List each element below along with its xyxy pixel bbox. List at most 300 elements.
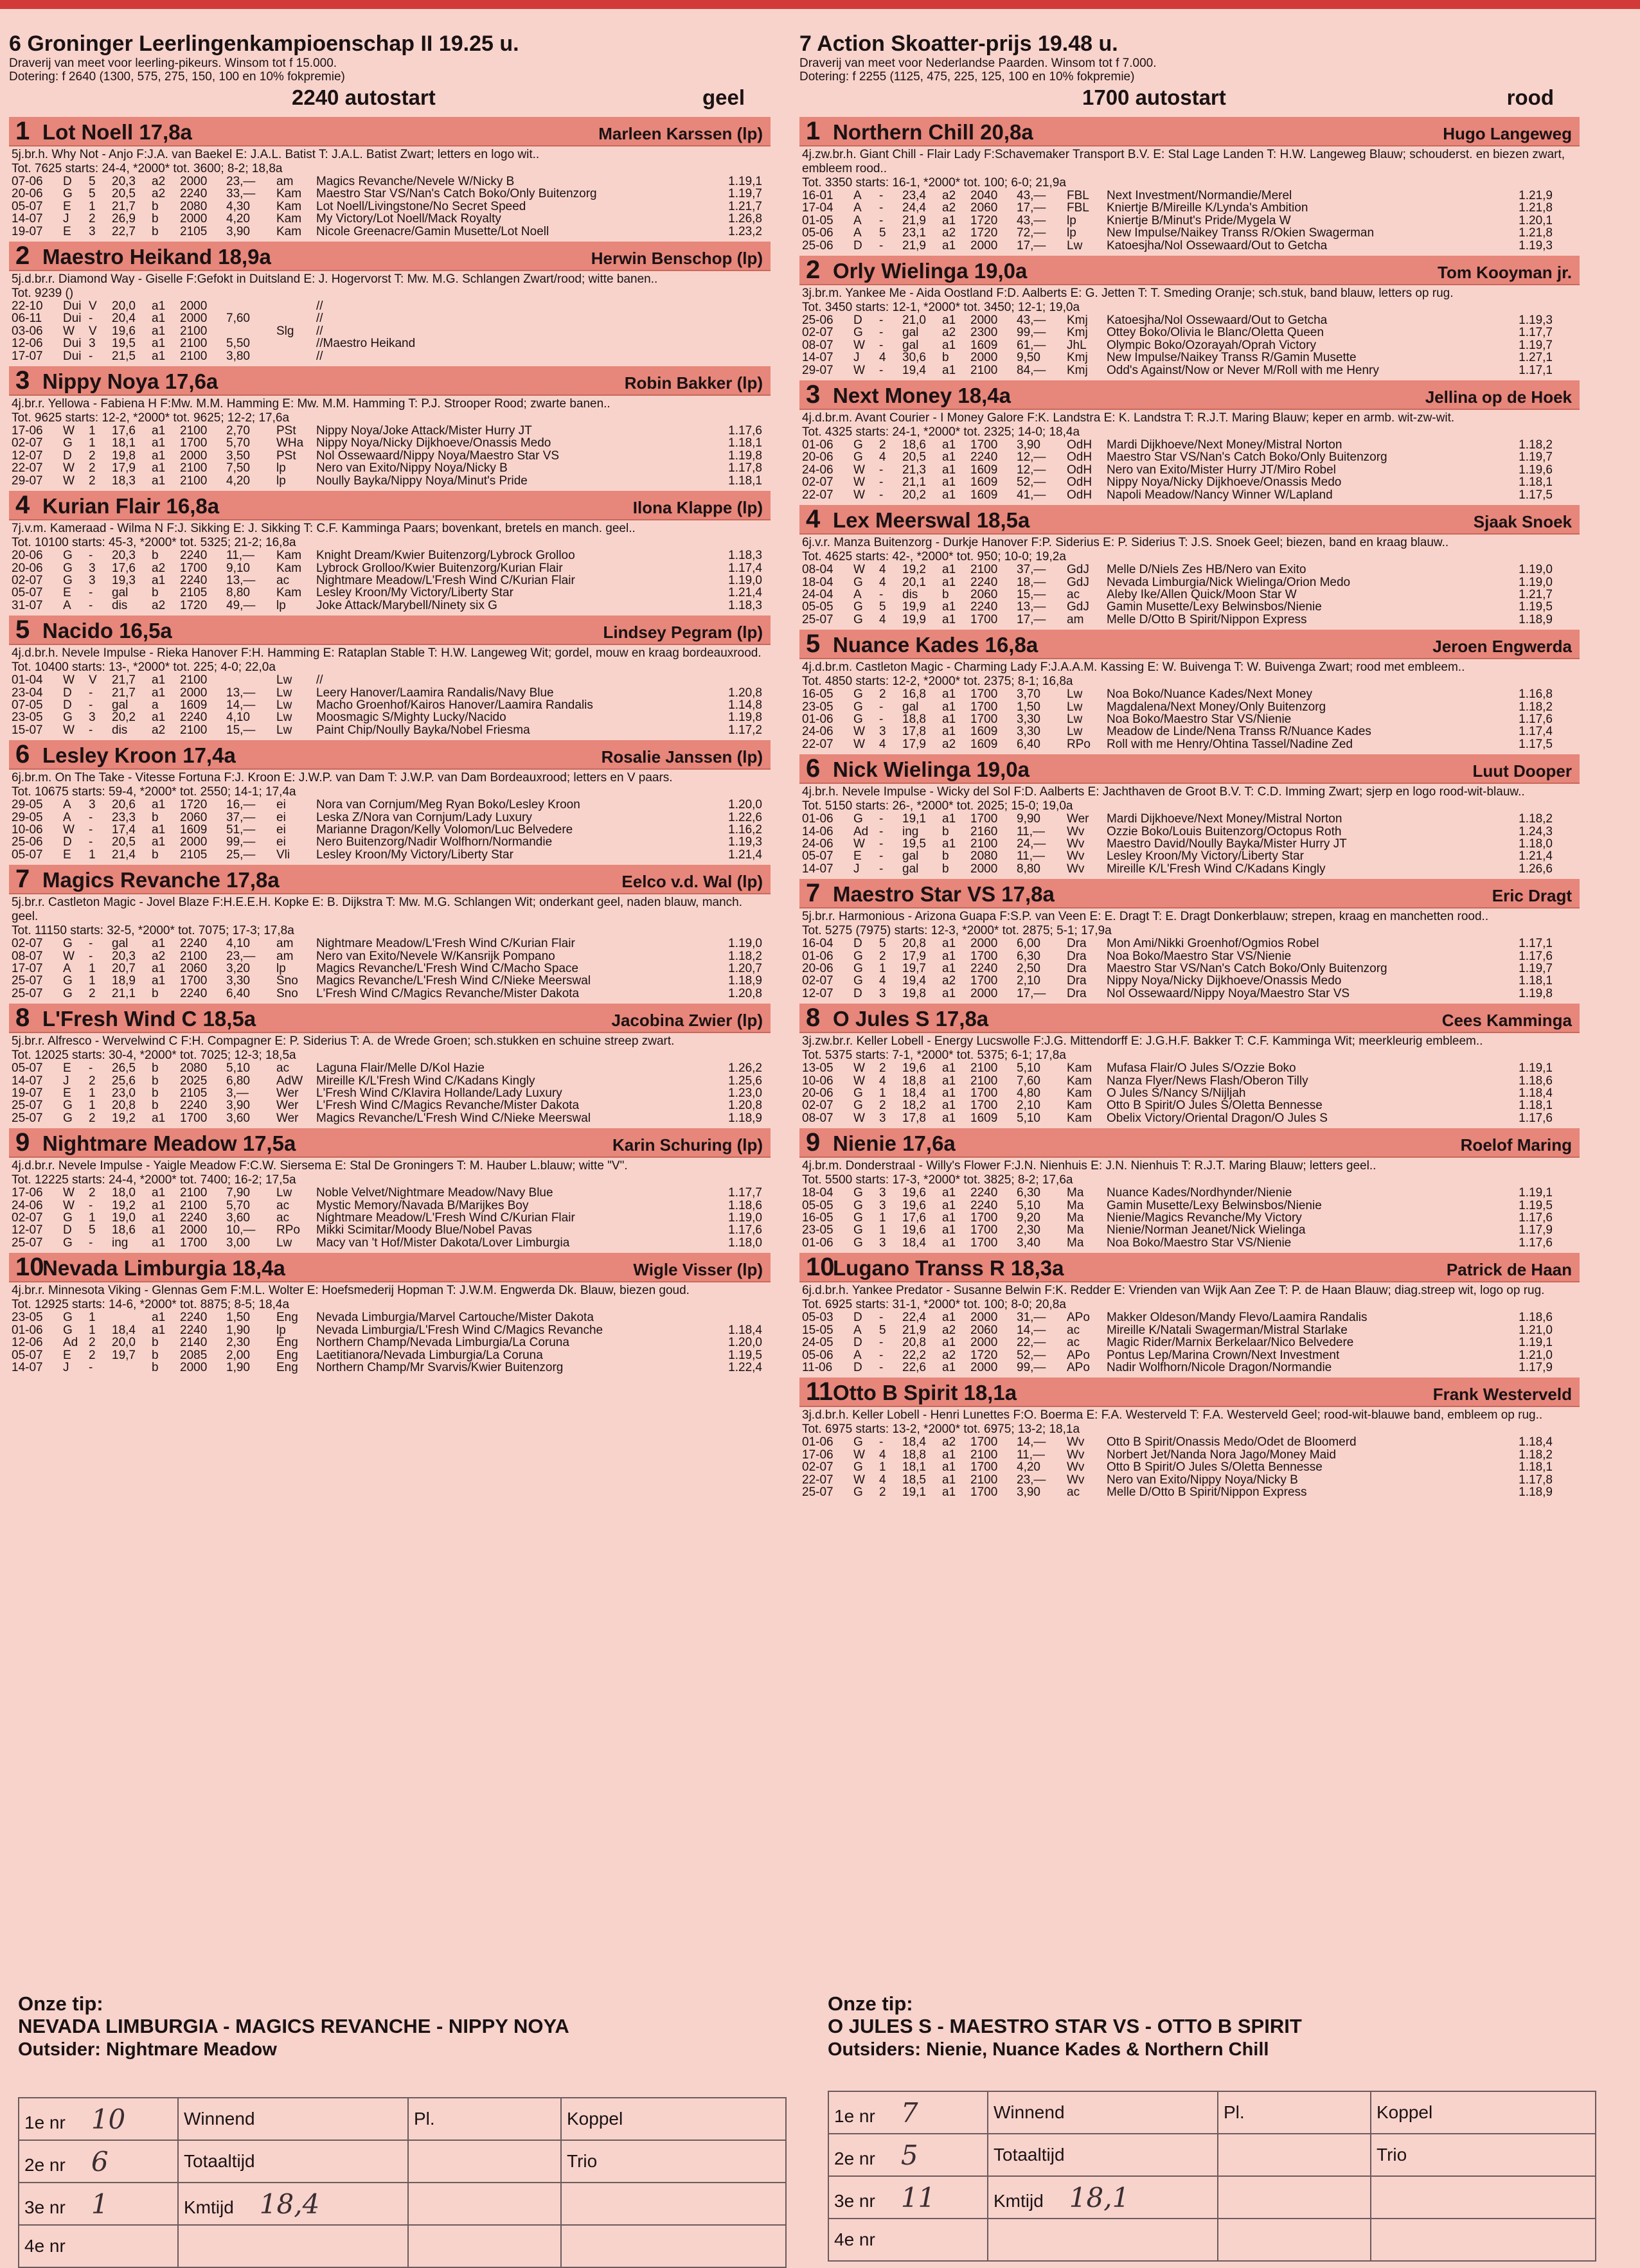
- result-cell: 14,—: [1017, 1323, 1046, 1337]
- result-cell: 1.17,6: [728, 1223, 762, 1237]
- result-cell: 1720: [970, 1348, 998, 1362]
- horse-driver: Sjaak Snoek: [1473, 512, 1572, 532]
- result-cell: G: [853, 949, 863, 963]
- result-cell: Slg: [276, 324, 294, 338]
- race-6-column: [9, 31, 771, 1378]
- result-cell: 29-07: [12, 474, 43, 488]
- horse-name: Otto B Spirit 18,1a: [833, 1381, 1017, 1405]
- horse-driver: Eelco v.d. Wal (lp): [621, 872, 763, 892]
- result-row: [12, 687, 765, 699]
- result-cell: L'Fresh Wind C/Klavira Hollande/Lady Luxury: [316, 1087, 562, 1100]
- result-cell: 2: [879, 438, 886, 452]
- result-cell: b: [152, 847, 159, 862]
- result-cell: 22,6: [902, 1360, 926, 1374]
- result-cell: a1: [152, 1236, 166, 1250]
- result-cell: 08-07: [802, 338, 833, 352]
- result-cell: 1700: [180, 1236, 208, 1250]
- horse-pedigree: 4j.d.br.h. Nevele Impulse - Rieka Hanover F:H. Hamming E: Rataplan Stable T: H.W. Langeweg Wit; gordel, mouw en kraag bordeauxrood.: [12, 646, 762, 660]
- result-cell: 84,—: [1017, 363, 1046, 377]
- results-table: [12, 300, 765, 362]
- result-cell: 1609: [180, 698, 208, 712]
- handwritten-number: 1: [91, 2188, 109, 2220]
- result-cell: //Maestro Heikand: [316, 337, 416, 350]
- result-row: [12, 213, 765, 225]
- result-cell: 1.19,3: [1519, 314, 1553, 328]
- horse-pedigree: 4j.br.m. Donderstraal - Willy's Flower F:J.N. Nienhuis E: J.N. Nienhuis T: R.J.T. Maring Blauw; letters geel..: [802, 1159, 1377, 1173]
- bet-field-2e-nr[interactable]: 2e nr 6: [19, 2140, 178, 2183]
- result-cell: a2: [942, 1435, 956, 1449]
- result-cell: 15,—: [226, 723, 256, 737]
- result-cell: 03-06: [12, 324, 43, 338]
- result-cell: Kniertje B/Minut's Pride/Mygela W: [1107, 214, 1291, 227]
- horse-name: Maestro Star VS 17,8a: [833, 882, 1055, 907]
- result-cell: 19,9: [902, 612, 926, 626]
- result-cell: 2080: [180, 1061, 208, 1076]
- result-cell: 12,—: [1017, 463, 1046, 477]
- result-cell: 4: [879, 1074, 886, 1088]
- result-cell: a1: [152, 1111, 166, 1125]
- result-cell: 3,30: [226, 974, 250, 988]
- result-cell: G: [63, 549, 73, 563]
- result-cell: -: [879, 488, 884, 502]
- result-cell: gal: [112, 937, 129, 951]
- bet-field-pl[interactable]: Pl.: [1218, 2091, 1371, 2134]
- bet-field-4e-nr[interactable]: 4e nr: [19, 2225, 178, 2267]
- result-cell: 2100: [180, 337, 208, 351]
- result-cell: 99,—: [1017, 326, 1046, 340]
- result-cell: 1.19,0: [728, 573, 762, 587]
- result-cell: 12,—: [1017, 450, 1046, 465]
- result-cell: -: [879, 1311, 884, 1325]
- result-cell: Melle D/Otto B Spirit/Nippon Express: [1107, 613, 1307, 626]
- result-cell: [226, 300, 276, 312]
- result-cell: a1: [152, 436, 166, 450]
- result-row: [802, 601, 1555, 613]
- result-cell: 1: [879, 1223, 886, 1237]
- result-cell: [704, 312, 765, 324]
- result-cell: 2100: [970, 837, 998, 851]
- result-cell: 1: [879, 1460, 886, 1475]
- race-conditions: Draverij van meet voor leerling-pikeurs. Winsom tot f 15.000.: [9, 57, 337, 70]
- horse-header: [799, 879, 1580, 908]
- bet-field-4e-nr[interactable]: 4e nr: [828, 2219, 988, 2261]
- result-row: [12, 437, 765, 449]
- result-cell: 25-07: [12, 986, 43, 1000]
- result-cell: D: [853, 937, 862, 951]
- bet-field-3e-nr[interactable]: 3e nr 11: [828, 2176, 988, 2219]
- horse-driver: Rosalie Janssen (lp): [601, 747, 763, 767]
- result-cell: 05-06: [802, 226, 833, 240]
- result-cell: 01-06: [802, 1435, 833, 1449]
- result-cell: a2: [942, 201, 956, 215]
- result-cell: Ottey Boko/Olivia le Blanc/Oletta Queen: [1107, 326, 1324, 339]
- result-cell: 18,1: [902, 1460, 926, 1475]
- result-cell: [704, 674, 765, 686]
- bet-field-empty[interactable]: [1371, 2219, 1596, 2261]
- result-cell: Dui: [63, 312, 82, 326]
- result-cell: a1: [152, 686, 166, 700]
- result-cell: Mon Ami/Nikki Groenhof/Ogmios Robel: [1107, 937, 1319, 950]
- bet-field-koppel[interactable]: Koppel: [1371, 2091, 1596, 2134]
- result-row: [12, 312, 765, 324]
- result-cell: 4,10: [226, 937, 250, 951]
- result-cell: a1: [942, 612, 956, 626]
- bet-field-kmtijd[interactable]: Kmtijd 18,4: [178, 2183, 408, 2225]
- horse-name: Kurian Flair 16,8a: [42, 494, 220, 518]
- result-cell: D: [853, 1336, 862, 1350]
- result-cell: 5: [879, 226, 886, 240]
- result-cell: 20,2: [902, 488, 926, 502]
- result-cell: 2060: [970, 587, 998, 601]
- result-cell: 24-06: [12, 1198, 43, 1212]
- result-cell: 7,90: [226, 1186, 250, 1200]
- tip-horses: NEVADA LIMBURGIA - MAGICS REVANCHE - NIPPY NOYA: [18, 2015, 569, 2037]
- horse-driver: Herwin Benschop (lp): [591, 249, 763, 269]
- result-cell: 18,1: [112, 436, 136, 450]
- result-cell: Nanza Flyer/News Flash/Oberon Tilly: [1107, 1074, 1308, 1088]
- result-cell: 17,—: [1017, 612, 1046, 626]
- result-cell: a1: [942, 962, 956, 975]
- horse-total: Tot. 5150 starts: 26-, *2000* tot. 2025; 15-0; 19,0a: [802, 799, 1073, 813]
- result-cell: L'Fresh Wind C/Magics Revanche/Mister Dakota: [316, 987, 580, 1000]
- result-cell: a1: [152, 474, 166, 488]
- result-cell: Lw: [1067, 700, 1083, 714]
- result-cell: 5: [879, 600, 886, 614]
- result-cell: 12-07: [12, 448, 43, 463]
- result-cell: 3: [89, 561, 96, 575]
- race-6-bet-form: [18, 2097, 787, 2268]
- horse-entry: [9, 616, 771, 736]
- result-cell: 2,30: [1017, 1223, 1040, 1237]
- result-cell: a1: [152, 461, 166, 475]
- result-cell: -: [879, 463, 884, 477]
- result-cell: 1.21,7: [1519, 587, 1553, 601]
- bet-field-empty[interactable]: [1371, 2176, 1596, 2219]
- bet-field-trio[interactable]: Trio: [561, 2140, 786, 2183]
- result-cell: 05-07: [12, 199, 43, 213]
- result-cell: 1.21,4: [1519, 849, 1553, 864]
- result-row: [12, 724, 765, 736]
- result-cell: 2240: [180, 549, 208, 563]
- result-cell: 18,6: [112, 1223, 136, 1237]
- result-cell: 5,10: [1017, 1111, 1040, 1125]
- bet-field-empty[interactable]: [1218, 2176, 1371, 2219]
- bet-field-2e-nr[interactable]: 2e nr 5: [828, 2134, 988, 2176]
- bet-field-empty[interactable]: [1218, 2219, 1371, 2261]
- result-row: [12, 462, 765, 474]
- result-row: [802, 962, 1555, 975]
- result-cell: 19,6: [112, 324, 136, 338]
- result-cell: lp: [276, 598, 286, 612]
- result-cell: 5: [89, 175, 96, 188]
- result-cell: 25-07: [12, 1111, 43, 1125]
- result-cell: 2100: [180, 324, 208, 338]
- result-cell: E: [63, 199, 71, 213]
- horse-header: [799, 1253, 1580, 1282]
- result-cell: 13,—: [1017, 600, 1046, 614]
- result-cell: 23,0: [112, 1086, 136, 1101]
- result-cell: 5: [89, 1223, 96, 1237]
- bet-field-winnend[interactable]: Winnend: [988, 2091, 1218, 2134]
- result-cell: 13,—: [226, 686, 256, 700]
- result-cell: -: [879, 213, 884, 227]
- bet-field-totaaltijd[interactable]: Totaaltijd: [988, 2134, 1218, 2176]
- result-cell: 02-07: [802, 974, 833, 988]
- result-cell: Dui: [63, 349, 82, 363]
- result-cell: G: [853, 1211, 863, 1225]
- bet-field-empty[interactable]: [408, 2183, 561, 2225]
- result-cell: 4,20: [226, 474, 250, 488]
- result-cell: a1: [942, 712, 956, 726]
- result-cell: 17,4: [112, 822, 136, 837]
- result-cell: D: [853, 238, 862, 252]
- result-cell: APo: [1067, 1311, 1090, 1325]
- result-row: [12, 350, 765, 362]
- horse-driver: Jacobina Zwier (lp): [611, 1011, 763, 1031]
- result-cell: lp: [276, 962, 286, 975]
- bet-field-empty[interactable]: [561, 2183, 786, 2225]
- result-cell: -: [89, 1061, 93, 1076]
- result-cell: W: [853, 338, 865, 352]
- result-cell: 2240: [180, 937, 208, 951]
- result-cell: 22-10: [12, 299, 43, 314]
- result-cell: 1: [89, 424, 96, 438]
- result-cell: 10,—: [226, 1223, 256, 1237]
- result-cell: 25-07: [12, 1236, 43, 1250]
- horse-name: Magics Revanche 17,8a: [42, 868, 280, 892]
- result-cell: 2000: [180, 1223, 208, 1237]
- horse-entry: [9, 117, 771, 238]
- horse-total: Tot. 10100 starts: 45-3, *2000* tot. 5325; 21-2; 16,8a: [12, 536, 296, 550]
- result-cell: 4,30: [226, 199, 250, 213]
- result-cell: 16-05: [802, 1211, 833, 1225]
- result-cell: Wer: [1067, 812, 1089, 826]
- bet-field-empty[interactable]: [178, 2225, 408, 2267]
- result-cell: 1.18,1: [1519, 475, 1553, 490]
- result-cell: 21,7: [112, 673, 136, 687]
- result-cell: 1.20,1: [1519, 213, 1553, 227]
- result-cell: 2: [879, 1485, 886, 1499]
- result-cell: 1.19,1: [1519, 1336, 1553, 1350]
- result-cell: a1: [152, 1198, 166, 1212]
- bet-field-trio[interactable]: Trio: [1371, 2134, 1596, 2176]
- result-cell: 2000: [180, 835, 208, 849]
- result-row: [802, 863, 1555, 875]
- bet-field-kmtijd[interactable]: Kmtijd 18,1: [988, 2176, 1218, 2219]
- result-cell: 2000: [180, 212, 208, 226]
- result-cell: Maestro Star VS/Nan's Catch Boko/Only Buitenzorg: [316, 188, 597, 200]
- result-row: [802, 326, 1555, 339]
- tip-label: Onze tip:: [828, 1992, 913, 2015]
- result-cell: 1.19,8: [728, 448, 762, 463]
- result-cell: 19,4: [902, 363, 926, 377]
- result-cell: Wer: [276, 1086, 299, 1101]
- result-cell: 4,80: [1017, 1086, 1040, 1101]
- result-cell: 43,—: [1017, 314, 1046, 328]
- result-cell: 2000: [970, 238, 998, 252]
- handwritten-kmtijd: 18,1: [1069, 2181, 1130, 2213]
- result-cell: D: [853, 314, 862, 328]
- result-cell: Nevada Limburgia/Nick Wielinga/Orion Medo: [1107, 576, 1351, 589]
- result-cell: -: [879, 812, 884, 826]
- horse-entry: [9, 366, 771, 487]
- result-cell: 18,8: [902, 712, 926, 726]
- result-cell: b: [942, 351, 949, 365]
- result-cell: a2: [942, 1348, 956, 1362]
- result-cell: 1700: [970, 1086, 998, 1101]
- horse-total: Tot. 9625 starts: 12-2, *2000* tot. 9625; 12-2; 17,6a: [12, 411, 290, 425]
- horse-entry: [799, 1378, 1580, 1498]
- result-cell: 1.19,1: [1519, 1186, 1553, 1200]
- results-table: [802, 314, 1555, 377]
- result-cell: 2140: [180, 1336, 208, 1350]
- result-cell: a2: [152, 561, 166, 575]
- horse-header: [799, 380, 1580, 410]
- result-row: [12, 1112, 765, 1124]
- result-cell: 25-07: [802, 612, 833, 626]
- horse-total: Tot. 4625 starts: 42-, *2000* tot. 950; 10-0; 19,2a: [802, 550, 1066, 564]
- result-cell: 20,5: [112, 835, 136, 849]
- horse-driver: Lindsey Pegram (lp): [603, 623, 763, 642]
- result-cell: Nippy Noya/Nicky Dijkhoeve/Onassis Medo: [1107, 975, 1342, 988]
- bet-field-winnend[interactable]: Winnend: [178, 2098, 408, 2140]
- result-cell: W: [853, 1061, 865, 1076]
- result-cell: a2: [152, 598, 166, 612]
- result-cell: -: [879, 238, 884, 252]
- result-cell: Katoesjha/Nol Ossewaard/Out to Getcha: [1107, 239, 1328, 252]
- result-row: [802, 1474, 1555, 1486]
- result-cell: 22,7: [112, 224, 136, 238]
- result-cell: 1.19,0: [1519, 563, 1553, 577]
- result-cell: 51,—: [226, 822, 256, 837]
- result-cell: b: [942, 824, 949, 838]
- result-row: [12, 475, 765, 487]
- result-cell: 17,8: [902, 725, 926, 739]
- result-cell: 9,90: [1017, 812, 1040, 826]
- horse-entry: [799, 1253, 1580, 1374]
- result-cell: Kmj: [1067, 314, 1088, 328]
- bet-field-3e-nr[interactable]: 3e nr 1: [19, 2183, 178, 2225]
- result-cell: a1: [942, 563, 956, 577]
- result-cell: Nightmare Meadow/L'Fresh Wind C/Kurian Flair: [316, 574, 575, 587]
- result-cell: lp: [276, 1323, 286, 1337]
- bet-field-empty[interactable]: [408, 2140, 561, 2183]
- results-table: [802, 813, 1555, 875]
- result-cell: gal: [902, 700, 919, 714]
- bet-field-1e-nr[interactable]: 1e nr 7: [828, 2091, 988, 2134]
- result-cell: 1.17,9: [1519, 1360, 1553, 1374]
- result-cell: 2240: [180, 1099, 208, 1113]
- result-cell: ac: [276, 1198, 290, 1212]
- result-cell: G: [853, 974, 863, 988]
- result-cell: 25,—: [226, 847, 256, 862]
- result-cell: 30,6: [902, 351, 926, 365]
- result-cell: 1.18,3: [728, 598, 762, 612]
- result-row: [802, 351, 1555, 364]
- horse-number: 7: [15, 865, 30, 894]
- result-cell: Kmj: [1067, 351, 1088, 365]
- result-cell: b: [152, 1086, 159, 1101]
- horse-driver: Hugo Langeweg: [1443, 124, 1572, 143]
- result-cell: 24-06: [802, 837, 833, 851]
- result-cell: E: [63, 1061, 71, 1076]
- result-cell: a1: [942, 363, 956, 377]
- result-cell: Magdalena/Next Money/Only Buitenzorg: [1107, 700, 1326, 713]
- result-cell: 23,—: [1017, 1473, 1046, 1487]
- result-row: [12, 988, 765, 1000]
- horse-total: Tot. 7625 starts: 24-4, *2000* tot. 3600; 8-2; 18,8a: [12, 162, 283, 175]
- result-cell: W: [853, 725, 865, 739]
- result-cell: 2000: [970, 1360, 998, 1374]
- result-cell: 1.19,1: [728, 175, 762, 188]
- result-cell: 8,80: [1017, 862, 1040, 876]
- result-cell: 1.20,0: [728, 1336, 762, 1350]
- result-cell: 2000: [180, 175, 208, 188]
- result-cell: Kam: [276, 586, 302, 600]
- result-cell: 18,4: [902, 1236, 926, 1250]
- result-row: [802, 937, 1555, 950]
- result-cell: Otto B Spirit/O Jules S/Oletta Bennesse: [1107, 1099, 1323, 1112]
- result-cell: 05-07: [802, 849, 833, 864]
- result-cell: OdH: [1067, 438, 1092, 452]
- result-cell: W: [853, 737, 865, 751]
- result-cell: Kam: [1067, 1086, 1092, 1101]
- result-cell: 1.18,6: [1519, 1074, 1553, 1088]
- result-cell: 2240: [180, 1311, 208, 1325]
- result-cell: 17-06: [802, 1448, 833, 1462]
- horse-header: [799, 117, 1580, 146]
- bet-field-empty[interactable]: [1218, 2134, 1371, 2176]
- horse-pedigree: 6j.d.br.h. Yankee Predator - Susanne Belwin F:K. Redder E: Vrienden van Wijk Aan Zee T: P. de Haan Blauw; diag.streep wit, logo op rug.: [802, 1284, 1545, 1298]
- bet-field-empty[interactable]: [561, 2225, 786, 2267]
- result-cell: 6,80: [226, 1074, 250, 1088]
- result-cell: 14,—: [226, 698, 256, 712]
- result-cell: 1700: [180, 436, 208, 450]
- result-cell: E: [63, 586, 71, 600]
- result-cell: 05-07: [12, 847, 43, 862]
- result-cell: a1: [152, 337, 166, 351]
- result-cell: 2080: [970, 849, 998, 864]
- result-cell: 22,—: [1017, 1336, 1046, 1350]
- bet-field-totaaltijd[interactable]: Totaaltijd: [178, 2140, 408, 2183]
- bet-field-koppel[interactable]: Koppel: [561, 2098, 786, 2140]
- horse-header: [799, 1128, 1580, 1158]
- result-row: [12, 1237, 765, 1249]
- result-cell: Meadow de Linde/Nena Transs R/Nuance Kades: [1107, 725, 1371, 738]
- result-cell: 16-04: [802, 937, 833, 951]
- result-cell: G: [63, 1323, 73, 1337]
- result-cell: 17-07: [12, 962, 43, 975]
- result-cell: -: [89, 1236, 93, 1250]
- bet-field-1e-nr[interactable]: 1e nr 10: [19, 2098, 178, 2140]
- result-cell: 1.17,1: [1519, 363, 1553, 377]
- result-cell: ac: [1067, 1323, 1080, 1337]
- result-cell: a: [152, 698, 159, 712]
- result-cell: 2: [879, 1061, 886, 1076]
- result-cell: 2: [89, 1111, 96, 1125]
- bet-field-empty[interactable]: [988, 2219, 1218, 2261]
- result-cell: 21,7: [112, 199, 136, 213]
- horse-number: 8: [15, 1004, 30, 1032]
- bet-field-empty[interactable]: [408, 2225, 561, 2267]
- result-cell: D: [63, 175, 72, 188]
- result-cell: 1.17,9: [1519, 1223, 1553, 1237]
- result-row: [12, 1187, 765, 1199]
- bet-field-pl[interactable]: Pl.: [408, 2098, 561, 2140]
- result-cell: -: [89, 312, 93, 326]
- result-cell: 1.17,6: [1519, 1211, 1553, 1225]
- result-cell: [276, 312, 316, 324]
